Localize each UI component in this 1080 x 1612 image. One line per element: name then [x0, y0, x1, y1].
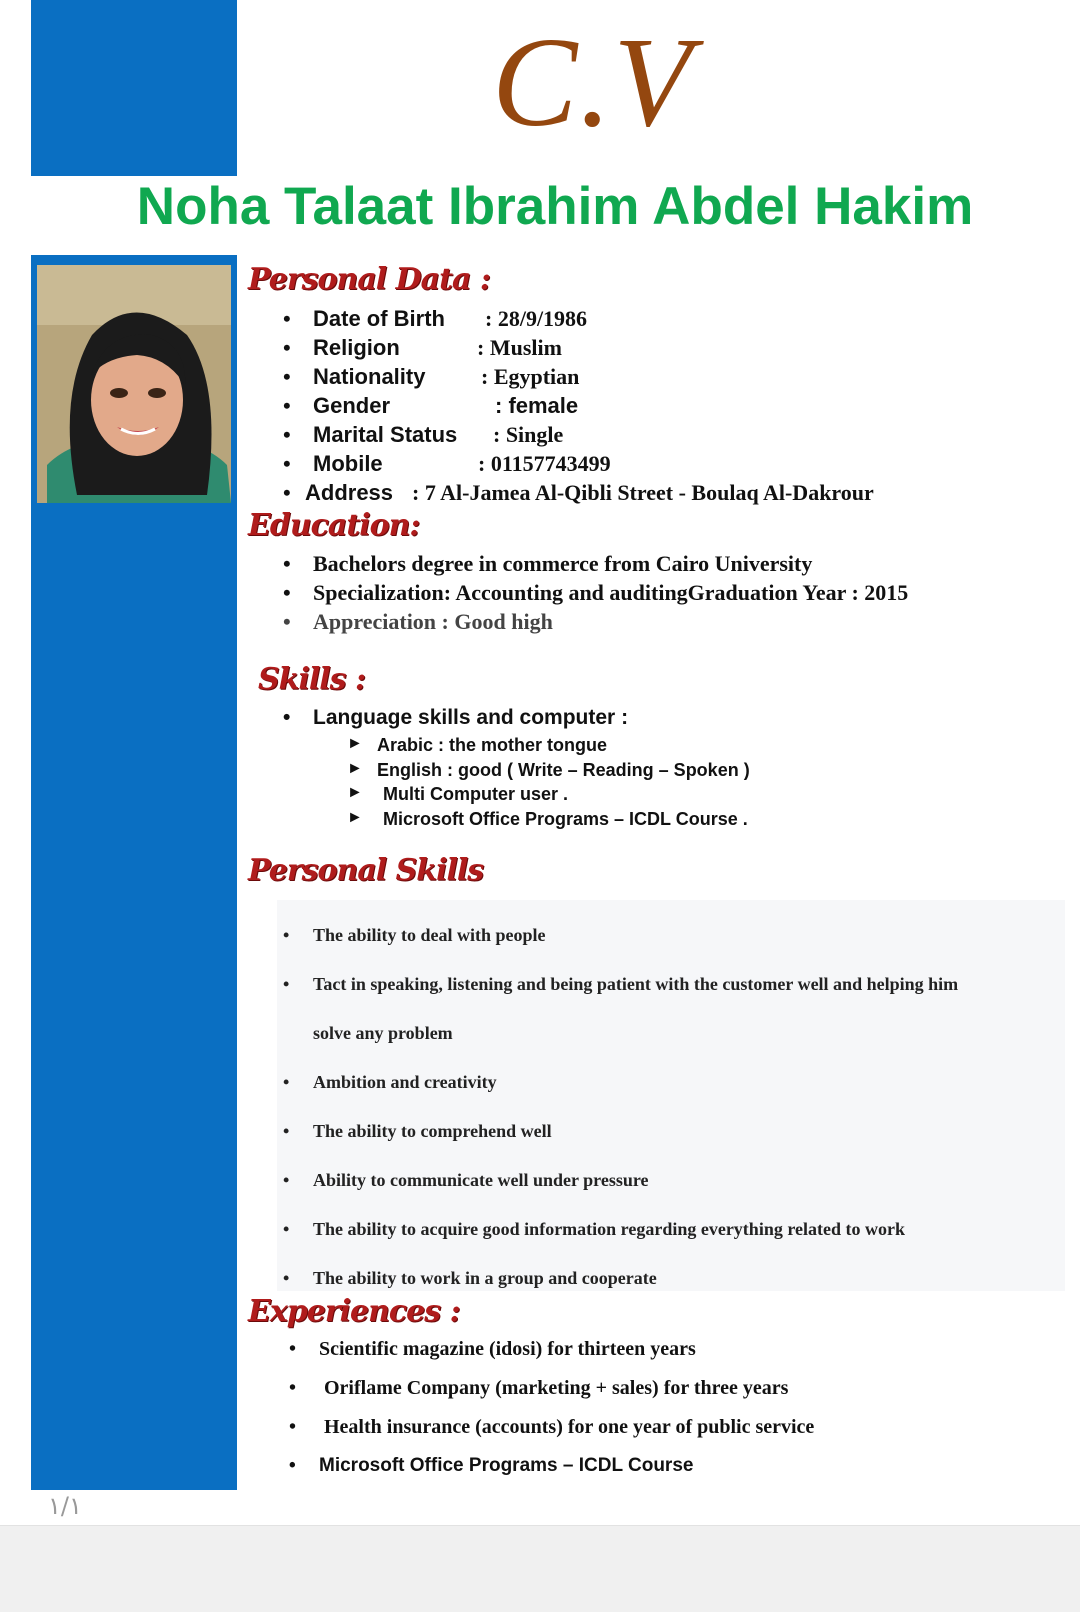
list-item: ► Arabic : the mother tongue	[347, 735, 750, 760]
gender-value: : female	[495, 393, 579, 418]
marital-status-value: : Single	[493, 422, 564, 447]
experiences-list	[286, 1338, 814, 1494]
list-item: • The ability to acquire good information regarding everything related to work	[280, 1219, 958, 1268]
personal-skills-heading: Personal Skills	[248, 853, 484, 888]
gender-label: Gender	[313, 393, 391, 418]
sidebar-top-block	[31, 0, 237, 176]
list-item-mobile	[280, 451, 874, 480]
list-item: • Ability to communicate well under pressure	[280, 1170, 958, 1219]
skills-sublist	[347, 735, 750, 833]
skills-heading: Skills :	[258, 662, 366, 697]
cv-title: C.V	[492, 11, 694, 153]
dob-label: Date of Birth	[313, 306, 445, 331]
list-item: • Health insurance (accounts) for one year of public service	[286, 1416, 814, 1455]
list-item: • The ability to comprehend well	[280, 1121, 958, 1170]
personal-data-heading: Personal Data :	[248, 262, 490, 297]
list-item: • Bachelors degree in commerce from Cairo University	[280, 551, 908, 580]
personal-skills-list	[280, 925, 958, 1298]
mobile-label: Mobile	[313, 451, 383, 476]
religion-value: : Muslim	[477, 335, 562, 360]
list-item: • Ambition and creativity	[280, 1072, 958, 1121]
education-list	[280, 551, 908, 638]
list-item-address	[280, 480, 874, 509]
education-heading: Education:	[248, 508, 420, 543]
list-item-gender	[280, 393, 874, 422]
skills-list	[280, 706, 628, 730]
experiences-heading: Experiences :	[248, 1294, 460, 1329]
list-item: • Microsoft Office Programs – ICDL Course	[286, 1455, 814, 1494]
list-item-continuation: solve any problem	[313, 1023, 453, 1043]
list-item: • Scientific magazine (idosi) for thirteen years	[286, 1338, 814, 1377]
personal-data-list	[280, 306, 874, 509]
list-item: • Oriflame Company (marketing + sales) for three years	[286, 1377, 814, 1416]
mobile-value: : 01157743499	[478, 451, 611, 476]
list-item: ► Microsoft Office Programs – ICDL Course .	[347, 809, 750, 834]
page-number: ١/١	[48, 1492, 82, 1520]
list-item: • Appreciation : Good high	[280, 609, 908, 638]
list-item-nationality	[280, 364, 874, 393]
nationality-value: : Egyptian	[481, 364, 580, 389]
language-computer-skills: • Language skills and computer :	[280, 706, 628, 730]
portrait-image	[37, 265, 231, 503]
list-item-religion	[280, 335, 874, 364]
address-label: Address	[305, 480, 394, 505]
list-item: • The ability to deal with people	[280, 925, 958, 974]
list-item-marital-status	[280, 422, 874, 451]
nationality-label: Nationality	[313, 364, 426, 389]
religion-label: Religion	[313, 335, 400, 360]
profile-photo	[37, 265, 231, 503]
address-value: : 7 Al-Jamea Al-Qibli Street - Boulaq Al-Dakrour	[412, 480, 874, 505]
candidate-name: Noha Talaat Ibrahim Abdel Hakim	[136, 177, 974, 236]
dob-value: : 28/9/1986	[485, 306, 588, 331]
list-item: • Specialization: Accounting and auditingGraduation Year : 2015	[280, 580, 908, 609]
list-item-dob	[280, 306, 874, 335]
list-item: ► English : good ( Write – Reading – Spoken )	[347, 760, 750, 785]
list-item: • The ability to work in a group and cooperate	[280, 1268, 958, 1298]
marital-status-label: Marital Status	[313, 422, 458, 447]
list-item: • Tact in speaking, listening and being patient with the customer well and helping him	[280, 974, 958, 1023]
list-item: ► Multi Computer user .	[347, 784, 750, 809]
viewer-footer	[0, 1525, 1080, 1612]
